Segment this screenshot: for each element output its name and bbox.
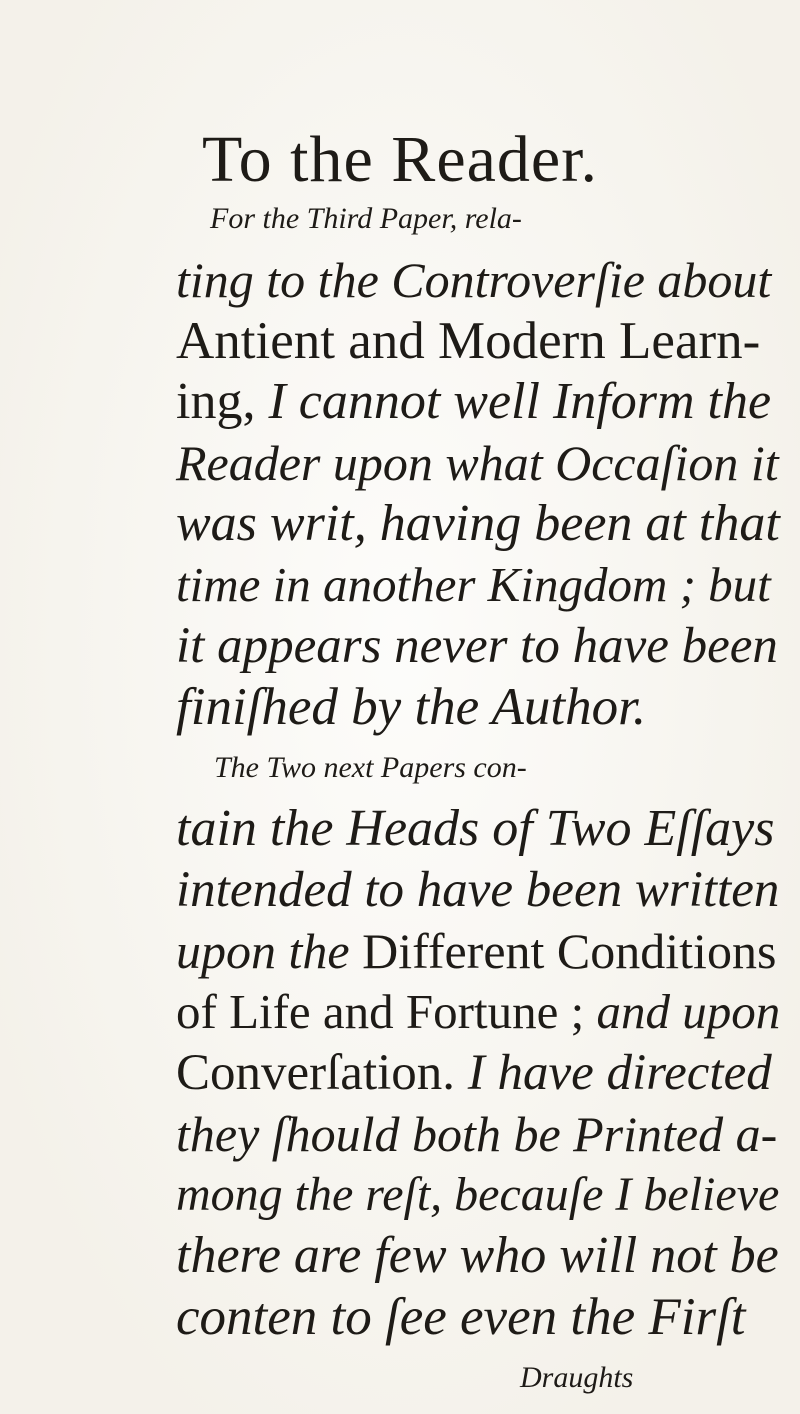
text-segment: The Two next Papers con- [214, 751, 527, 784]
text-segment: Antient and Modern Learn- [176, 312, 761, 370]
text-segment: they ſhould both be Printed a- [176, 1106, 778, 1162]
text-line [210, 188, 800, 250]
text-line [176, 1286, 776, 1348]
text-segment: intended to have been written [176, 862, 780, 918]
text-segment: and upon [596, 984, 781, 1039]
text-segment: it appears never to have been [176, 618, 778, 674]
text-segment: was writ, having been at that [176, 495, 780, 552]
text-segment: finiſhed by the Author. [176, 678, 647, 736]
text-segment: tain the Heads of Two Eſſays [176, 800, 775, 857]
text-segment: Draughts [520, 1361, 634, 1394]
text-line [176, 1164, 780, 1226]
text-line [176, 676, 776, 738]
text-line [176, 554, 776, 616]
text-segment: conten to ſee even the Firſt [176, 1288, 746, 1346]
text-line [176, 1042, 776, 1104]
text-line [176, 432, 779, 494]
text-line [520, 1347, 800, 1409]
page-title: To the Reader. [201, 123, 599, 196]
text-line [214, 737, 800, 799]
text-line [176, 981, 781, 1043]
text-segment: mong the reſt, becauſe I believe [176, 1168, 780, 1221]
text-segment: upon the [176, 923, 363, 979]
text-line [176, 371, 776, 433]
text-segment: ing, [176, 373, 269, 430]
text-line [176, 615, 776, 677]
text-segment: Reader upon what Occaſion it [176, 435, 779, 491]
text-line [176, 798, 776, 860]
text-segment: I cannot well Inform the [268, 373, 772, 430]
text-segment: there are few who will not be [176, 1227, 779, 1284]
text-segment: I have directed [467, 1045, 772, 1101]
text-line [176, 920, 776, 982]
text-segment: For the Third Paper, rela- [210, 202, 522, 235]
text-line [176, 1103, 776, 1165]
text-line [176, 1225, 779, 1287]
text-line [176, 310, 776, 372]
text-segment: time in another Kingdom ; but [176, 557, 771, 612]
text-segment: Different Conditions [362, 923, 777, 979]
text-line [176, 859, 780, 921]
text-segment: ting to the Controverſie about [176, 252, 772, 308]
text-segment: of Life and Fortune ; [176, 984, 597, 1039]
text-line [176, 249, 776, 311]
text-segment: Converſation. [176, 1045, 468, 1101]
text-line [176, 493, 780, 555]
